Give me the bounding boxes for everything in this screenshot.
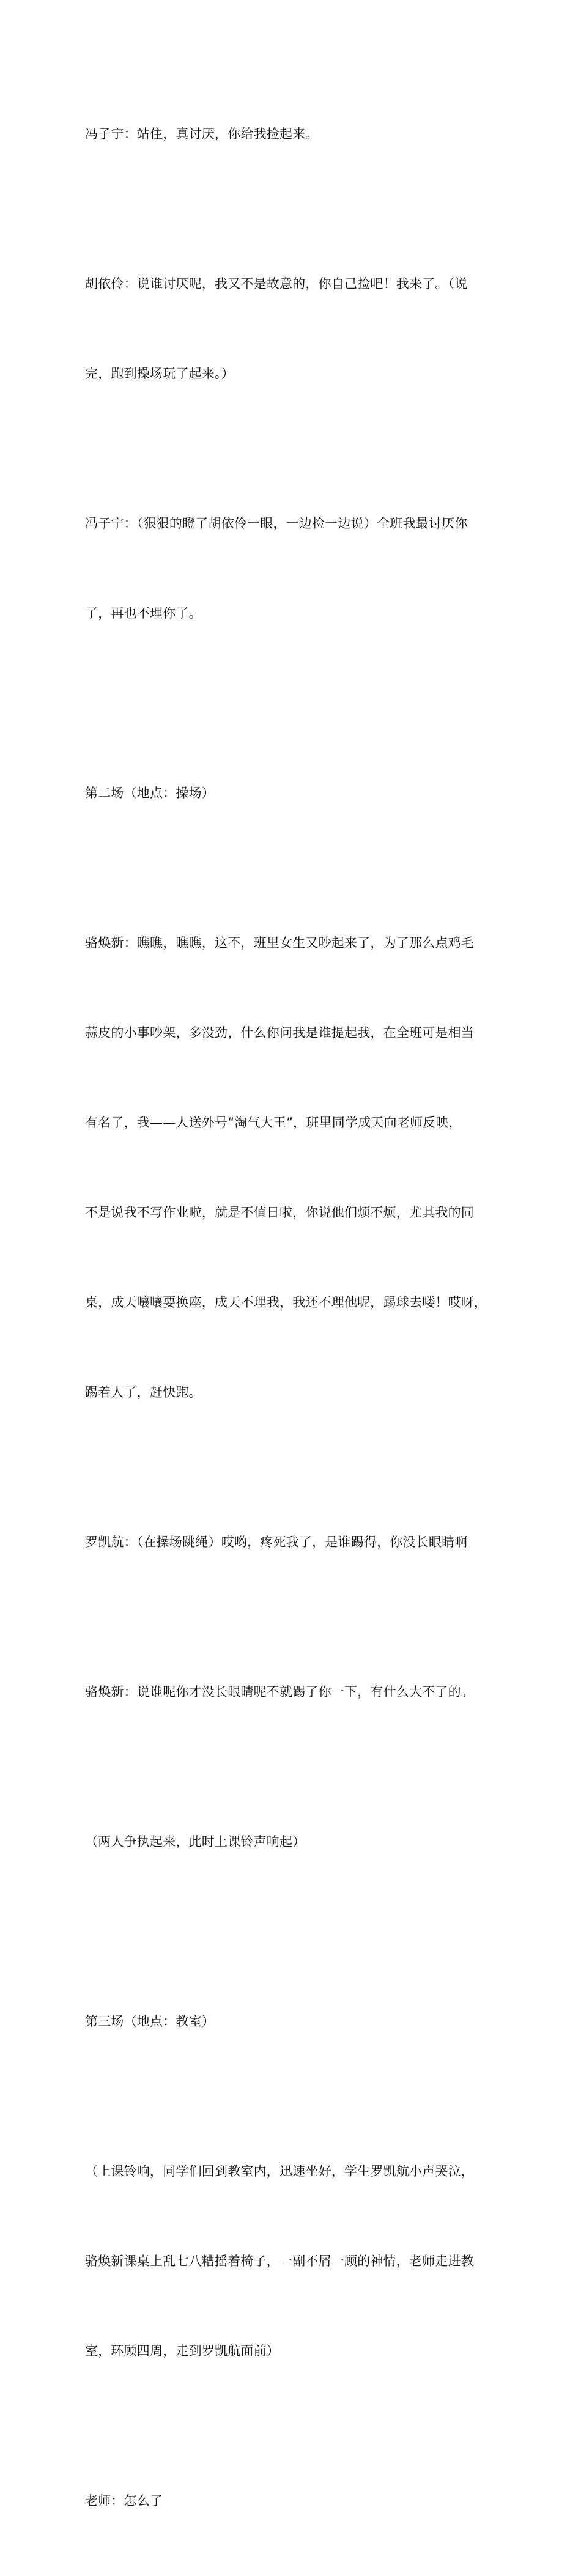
spacer bbox=[85, 1917, 507, 1947]
text-line: 桌，成天嚷嚷要换座，成天不理我，我还不理他呢，踢球去喽！哎呀， bbox=[85, 1295, 487, 1310]
text-line: 冯子宁：（狠狠的瞪了胡依伶一眼，一边捡一边说）全班我最讨厌你 bbox=[85, 516, 468, 531]
dialogue-feng-1 bbox=[85, 59, 507, 209]
text-line: 踢着人了，赶快跑。 bbox=[85, 1385, 202, 1400]
text-line: 骆焕新：瞧瞧，瞧瞧，这不，班里女生又吵起来了，为了那么点鸡毛 bbox=[85, 936, 474, 950]
text-line: （两人争执起来，此时上课铃声响起） bbox=[85, 1834, 306, 1849]
text-line: 室，环顾四周，走到罗凯航面前） bbox=[85, 2344, 279, 2358]
dialogue-hu-1 bbox=[85, 209, 507, 449]
stage-direction-bell bbox=[85, 1767, 507, 1917]
text-line: 完，跑到操场玩了起来。） bbox=[85, 366, 234, 381]
text-line: 骆焕新：说谁呢你才没长眼睛呢不就踢了你一下，有什么大不了的。 bbox=[85, 1685, 474, 1699]
text-line: 蒜皮的小事吵架，多没劲，什么你问我是谁提起我，在全班可是相当 bbox=[85, 1025, 474, 1040]
dialogue-luo-huanxin-2 bbox=[85, 1617, 507, 1767]
scene-heading-3 bbox=[85, 1947, 507, 2097]
dialogue-luo-kaihang bbox=[85, 1467, 507, 1617]
text-line: 胡依伶：说谁讨厌呢，我又不是故意的，你自己捡吧！我来了。（说 bbox=[85, 276, 468, 291]
text-line: 第三场（地点：教室） bbox=[85, 2014, 215, 2029]
scene-heading-2 bbox=[85, 718, 507, 868]
text-line: 冯子宁：站住，真讨厌，你给我捡起来。 bbox=[85, 127, 319, 141]
stage-direction-classroom bbox=[85, 2097, 507, 2426]
text-line: 不是说我不写作业啦，就是不值日啦，你说他们烦不烦，尤其我的同 bbox=[85, 1205, 474, 1220]
dialogue-feng-2 bbox=[85, 449, 507, 688]
text-line: 有名了，我——人送外号“淘气大王”，班里同学成天向老师反映， bbox=[85, 1115, 462, 1130]
spacer bbox=[85, 688, 507, 718]
text-line: 老师：怎么了 bbox=[85, 2493, 163, 2508]
monologue-luo-huanxin bbox=[85, 868, 507, 1467]
text-line: 骆焕新课桌上乱七八糟摇着椅子，一副不屑一顾的神情，老师走进教 bbox=[85, 2254, 474, 2268]
text-line: 了，再也不理你了。 bbox=[85, 606, 202, 621]
text-line: 第二场（地点：操场） bbox=[85, 786, 215, 800]
dialogue-teacher bbox=[85, 2426, 507, 2576]
text-line: （上课铃响，同学们回到教室内，迅速坐好，学生罗凯航小声哭泣， bbox=[85, 2164, 474, 2179]
script-text bbox=[85, 59, 507, 2576]
text-line: 罗凯航：（在操场跳绳）哎哟，疼死我了，是谁踢得，你没长眼睛啊 bbox=[85, 1535, 468, 1549]
